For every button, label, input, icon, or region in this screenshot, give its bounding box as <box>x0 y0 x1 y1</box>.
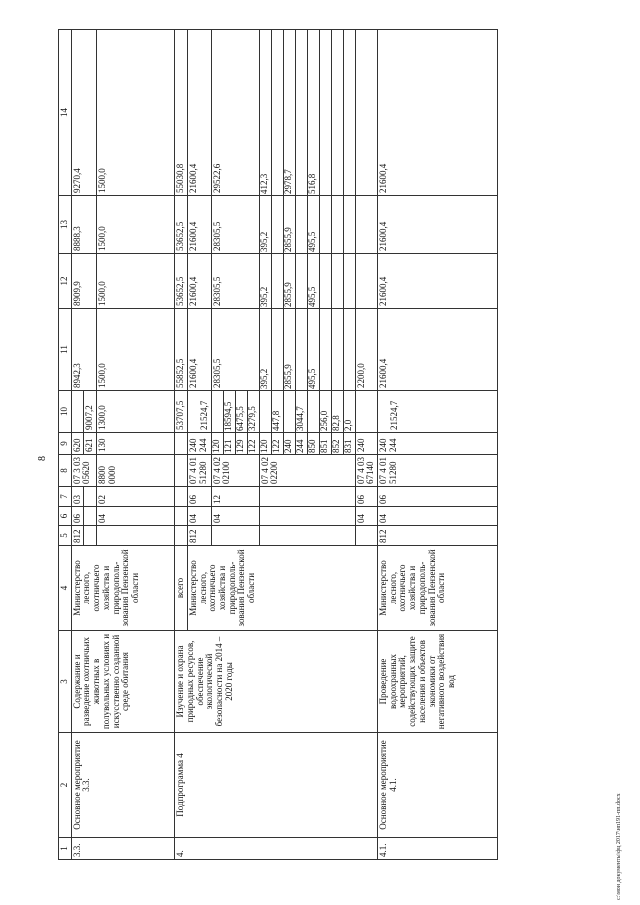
value-2020 <box>319 30 331 195</box>
cell-rz <box>84 507 97 526</box>
cell-2018 <box>259 254 355 309</box>
cell-pr <box>175 487 188 507</box>
cell-vr: 620 <box>71 433 84 455</box>
value-2020 <box>271 30 283 195</box>
table-row <box>378 30 498 860</box>
cell-2016 <box>211 391 259 433</box>
cell-2017: 1500,0 <box>97 309 175 391</box>
cell-2017: 2200,0 <box>355 309 377 391</box>
header-cell: 2 <box>59 733 72 838</box>
cell-grbs: 812 <box>71 526 84 546</box>
cell-csr: 07 3 03 05620 <box>71 455 96 487</box>
value-2020 <box>343 30 355 195</box>
cell-grbs <box>97 526 175 546</box>
vr-value: 244 <box>295 433 307 454</box>
cell-2020 <box>355 30 377 196</box>
value-2019 <box>295 196 307 253</box>
cell-pr: 06 <box>378 487 498 507</box>
vr-value: 852 <box>331 433 343 454</box>
value-list <box>260 30 355 195</box>
cell-rz <box>175 507 188 526</box>
value-list <box>260 196 355 253</box>
cell-2019 <box>259 196 355 254</box>
cell-rz: 04 <box>187 507 211 526</box>
cell-2020: 21600,4 <box>378 30 498 196</box>
cell-2019: 21600,4 <box>187 196 211 254</box>
value-2016 <box>260 391 272 432</box>
header-cell: 3 <box>59 631 72 733</box>
cell-2018: 21600,4 <box>378 254 498 309</box>
vr-value: 244 <box>197 438 208 452</box>
header-cell: 14 <box>59 30 72 196</box>
cell-2016: 1300,0 <box>97 391 175 433</box>
cell-2016 <box>259 391 355 433</box>
vr-value: 122 <box>246 439 257 453</box>
value-list <box>260 309 355 390</box>
header-cell: 8 <box>59 455 72 487</box>
cell-pr: 06 <box>355 487 377 507</box>
cell-pr: 12 <box>211 487 259 507</box>
vr-value: 851 <box>319 433 331 454</box>
cell-vr <box>175 433 188 455</box>
vr-value: 122 <box>271 433 283 454</box>
vr-value: 240 <box>187 438 198 452</box>
value-2016: 18594,5 <box>223 391 235 432</box>
header-cell: 12 <box>59 254 72 309</box>
value-list <box>260 391 355 432</box>
value-2020 <box>295 30 307 195</box>
cell-2016 <box>378 391 498 433</box>
cell-2019: 8888,3 <box>71 196 96 254</box>
header-cell: 4 <box>59 546 72 631</box>
header-cell: 9 <box>59 433 72 455</box>
cell-2020: 21600,4 <box>187 30 211 196</box>
value-list <box>212 391 259 432</box>
cell-2017: 21600,4 <box>378 309 498 391</box>
value-2017 <box>295 309 307 390</box>
value-2018: 395,2 <box>260 254 272 308</box>
cell-vr: 130 <box>97 433 175 455</box>
value-2018 <box>271 254 283 308</box>
cell-grbs: 812 <box>378 526 498 546</box>
value-2019 <box>343 196 355 253</box>
header-cell: 1 <box>59 838 72 860</box>
executor: Министерство лесного, охотничьего хозяйства и природополь-зования Пензенской области <box>378 546 498 631</box>
value-2017 <box>343 309 355 390</box>
cell-2019: 1500,0 <box>97 196 175 254</box>
budget-table <box>58 29 498 860</box>
row-number: 3.3. <box>71 838 174 860</box>
value-2016 <box>212 391 224 432</box>
value-2016: 3279,5 <box>246 406 257 431</box>
cell-csr: 07 4 01 51280 <box>378 455 498 487</box>
value-2016: 21524,7 <box>389 400 400 430</box>
vr-value: 120 <box>260 433 272 454</box>
vr-value: 240 <box>283 433 295 454</box>
vr-value: 129 <box>235 433 247 454</box>
cell-pr: 06 <box>187 487 211 507</box>
cell-grbs <box>259 526 355 546</box>
cell-pr <box>84 487 97 507</box>
cell-csr: 8800 0000 <box>97 455 175 487</box>
cell-2020: 29522,6 <box>211 30 259 196</box>
cell-grbs <box>175 526 188 546</box>
cell-csr: 07 4 02 02200 <box>259 455 355 487</box>
cell-2016 <box>71 391 84 433</box>
rotated-table-sheet <box>58 30 606 860</box>
row-number: 4. <box>175 838 378 860</box>
value-2016: 6475,5 <box>235 391 247 432</box>
value-2017: 2855,9 <box>283 309 295 390</box>
value-2019 <box>331 196 343 253</box>
executor: Министерство лесного, охотничьего хозяйства и природополь-зования Пензенской области <box>187 546 377 631</box>
cell-pr: 02 <box>97 487 175 507</box>
value-2020: 2978,7 <box>283 30 295 195</box>
cell-2019: 21600,4 <box>378 196 498 254</box>
value-2018: 2855,9 <box>283 254 295 308</box>
cell-grbs <box>211 526 259 546</box>
subprogram-description: Изучение и охрана природных ресурсов, обеспечение экологической безопасности на 2014 – 2020 годы <box>175 631 378 733</box>
total-label: всего <box>175 546 188 631</box>
header-cell: 7 <box>59 487 72 507</box>
cell-vr: 240 <box>355 433 377 455</box>
value-2016: 447,8 <box>271 391 283 432</box>
value-2017 <box>319 309 331 390</box>
value-2020 <box>331 30 343 195</box>
cell-2018: 28305,5 <box>211 254 259 309</box>
cell-2017: 28305,5 <box>211 309 259 391</box>
value-2016 <box>283 391 295 432</box>
cell-2019 <box>355 196 377 254</box>
cell-rz: 04 <box>378 507 498 526</box>
cell-2016: 53707,5 <box>175 391 188 433</box>
value-2018: 495,5 <box>307 254 319 308</box>
value-2016: 21524,7 <box>198 400 209 430</box>
value-2017: 495,5 <box>307 309 319 390</box>
cell-2017: 21600,4 <box>187 309 211 391</box>
value-2019 <box>319 196 331 253</box>
cell-2019: 53652,5 <box>175 196 188 254</box>
table-row <box>71 30 84 860</box>
measure-description: Содержание и разведение охотничьих животных в полувольных условиях и искусственно созданной среде обитания <box>71 631 174 733</box>
cell-2017 <box>259 309 355 391</box>
value-2018 <box>295 254 307 308</box>
cell-2018: 8909,9 <box>71 254 96 309</box>
value-2018 <box>343 254 355 308</box>
vr-value: 240 <box>378 438 389 452</box>
value-2016: 82,8 <box>331 391 343 432</box>
value-2017 <box>271 309 283 390</box>
value-2017 <box>331 309 343 390</box>
cell-csr: 07 4 01 51280 <box>187 455 211 487</box>
cell-grbs: 812 <box>187 526 211 546</box>
cell-vr <box>378 433 498 455</box>
cell-pr <box>259 487 355 507</box>
value-2017: 395,2 <box>260 309 272 390</box>
value-2020: 412,3 <box>260 30 272 195</box>
vr-list <box>212 433 259 454</box>
cell-vr: 621 <box>84 433 97 455</box>
cell-2018 <box>355 254 377 309</box>
value-2016: 2,0 <box>342 419 353 431</box>
value-2019: 395,2 <box>260 196 272 253</box>
vr-value: 121 <box>223 433 235 454</box>
cell-rz: 04 <box>355 507 377 526</box>
cell-2017: 55852,5 <box>175 309 188 391</box>
header-cell: 11 <box>59 309 72 391</box>
cell-rz: 04 <box>211 507 259 526</box>
cell-csr <box>175 455 188 487</box>
header-cell: 5 <box>59 526 72 546</box>
page-number: 8 <box>37 456 48 461</box>
measure-description: Проведение водоохранных мероприятий, содействующих защите населения и объектов экономики от негативного воздействия вод <box>378 631 498 733</box>
cell-vr <box>259 433 355 455</box>
measure-name: Основное мероприятие 3.3. <box>71 733 174 838</box>
cell-2016: 9007,2 <box>84 391 97 433</box>
cell-csr: 07 4 02 02100 <box>211 455 259 487</box>
cell-pr: 03 <box>71 487 84 507</box>
header-cell: 10 <box>59 391 72 433</box>
header-row <box>59 30 72 860</box>
vr-value: 831 <box>342 439 353 453</box>
cell-2016 <box>187 391 211 433</box>
file-path: c:\мои документы\фц 2017\нп191-пп.docx <box>616 793 622 900</box>
value-2019: 495,5 <box>307 196 319 253</box>
header-cell: 13 <box>59 196 72 254</box>
cell-2017: 8942,3 <box>71 309 96 391</box>
value-2016: 256,0 <box>319 391 331 432</box>
vr-value: 244 <box>387 438 398 452</box>
value-2016: 3044,7 <box>295 391 307 432</box>
vr-value: 850 <box>307 433 319 454</box>
value-2019: 2855,9 <box>283 196 295 253</box>
vr-value: 120 <box>212 433 224 454</box>
table-row <box>175 30 188 860</box>
value-2018 <box>319 254 331 308</box>
cell-vr <box>211 433 259 455</box>
value-list <box>260 254 355 308</box>
header-cell: 6 <box>59 507 72 526</box>
value-2019 <box>271 196 283 253</box>
cell-rz: 06 <box>71 507 84 526</box>
cell-2020 <box>259 30 355 196</box>
value-2016 <box>307 391 319 432</box>
executor: Министерство лесного, охотничьего хозяйства и природополь-зования Пензенской области <box>71 546 174 631</box>
cell-2020: 1500,0 <box>97 30 175 196</box>
vr-list <box>260 433 355 454</box>
row-number: 4.1. <box>378 838 498 860</box>
cell-rz <box>259 507 355 526</box>
cell-2018: 53652,5 <box>175 254 188 309</box>
cell-vr <box>187 433 211 455</box>
cell-2020: 9270,4 <box>71 30 96 196</box>
cell-csr: 07 4 03 67140 <box>355 455 377 487</box>
cell-2018: 1500,0 <box>97 254 175 309</box>
subprogram-name: Подпрограмма 4 <box>175 733 378 838</box>
value-2020: 516,8 <box>307 30 319 195</box>
cell-grbs <box>84 526 97 546</box>
cell-grbs <box>355 526 377 546</box>
cell-2018: 21600,4 <box>187 254 211 309</box>
cell-2019: 28305,5 <box>211 196 259 254</box>
measure-name: Основное мероприятие 4.1. <box>378 733 498 838</box>
cell-2016 <box>355 391 377 433</box>
cell-rz: 04 <box>97 507 175 526</box>
value-2018 <box>331 254 343 308</box>
cell-2020: 55030,8 <box>175 30 188 196</box>
